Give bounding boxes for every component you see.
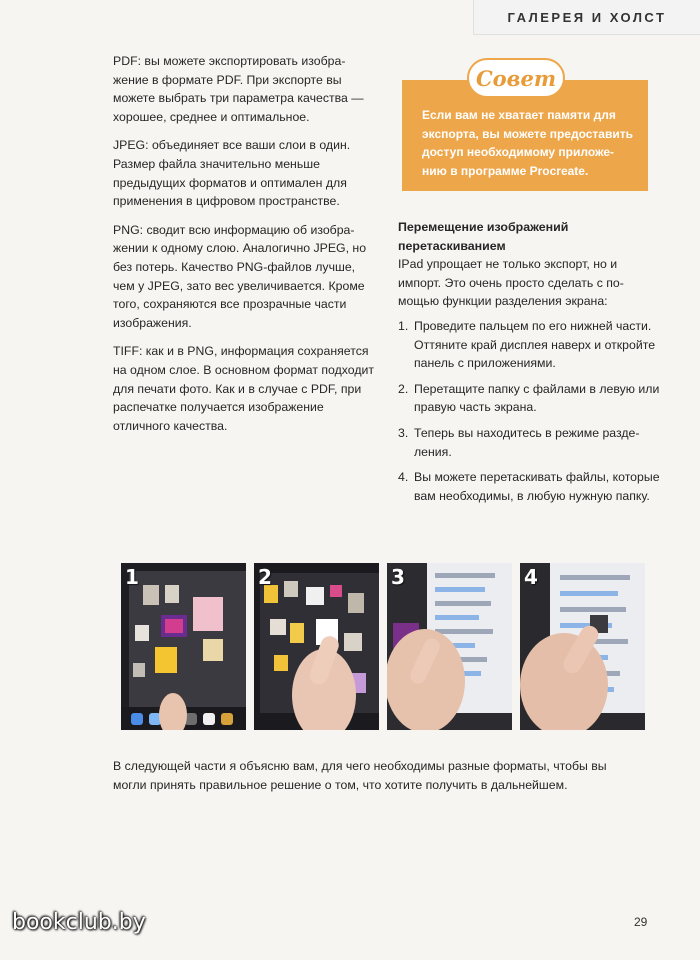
- steps-list: [398, 317, 660, 505]
- photo-step-3: [387, 563, 512, 730]
- step-text: Теперь вы находитесь в режиме разделения.: [414, 425, 640, 459]
- watermark: bookclub.by: [12, 910, 146, 935]
- step-number: 2.: [398, 381, 409, 396]
- step-number: 4.: [398, 470, 409, 485]
- photo-number: 2: [258, 565, 272, 589]
- list-item: [398, 424, 660, 461]
- paragraph-tiff: TIFF: как и в PNG, информация сохраняется на одном слое. В основном формат подходит для печати фото. Как и в случае с PDF, при распечатке получается изображение отличного качества.: [113, 344, 375, 433]
- photo-number: 3: [391, 565, 405, 589]
- tablet-photo-4: [520, 563, 645, 730]
- step-number: 3.: [398, 425, 409, 440]
- section-title: ГАЛЕРЕЯ И ХОЛСТ: [507, 9, 667, 25]
- step-text: Проведите пальцем по его нижней части. Оттяните край дисплея наверх и откройте панель с приложениями.: [414, 318, 656, 371]
- list-item: [398, 317, 660, 373]
- paragraph-png: PNG: сводит всю информацию об изображении к одному слою. Аналогично JPEG, но без потерь. Качество PNG-файлов лучше, чем у JPEG, зато вес увеличивается. Кроме того, сохраняются все прозрачные части изображения.: [113, 222, 367, 330]
- list-item: [398, 380, 660, 417]
- tablet-photo-2: [254, 563, 379, 730]
- step-number: 1.: [398, 318, 409, 333]
- step-text: Перетащите папку с файлами в левую или правую часть экрана.: [414, 381, 660, 415]
- tip-badge-label: Совет: [475, 65, 557, 91]
- tip-text: Если вам не хватает памяти для экспорта, вы можете предоставить доступ необходимому приложению в программе Procreate.: [422, 108, 633, 178]
- paragraph-pdf: PDF: вы можете экспортировать изображение в формате PDF. При экспорте вы можете выбрать три параметра качества — хорошее, среднее и оптимальное.: [113, 54, 364, 124]
- right-column: [398, 218, 660, 512]
- tablet-photo-3: [387, 563, 512, 730]
- photo-step-2: [254, 563, 379, 730]
- photo-step-1: [121, 563, 246, 730]
- photo-number: 4: [524, 565, 538, 589]
- photo-step-4: [520, 563, 645, 730]
- paragraph-jpeg: JPEG: объединяет все ваши слои в один. Размер файла значительно меньше предыдущих форматов и оптимален для применения в цифровом пространстве.: [113, 138, 351, 209]
- page-number: 29: [634, 915, 648, 929]
- tablet-photo-1: [121, 563, 246, 730]
- tip-badge: [467, 58, 565, 98]
- tip-box: [402, 65, 648, 191]
- bottom-paragraph: В следующей части я объясню вам, для чего необходимы разные форматы, чтобы вы могли принять правильное решение о том, что хотите получить в дальнейшем.: [113, 759, 607, 792]
- photo-number: 1: [125, 565, 139, 589]
- drag-drop-intro: IPad упрощает не только экспорт, но и импорт. Это очень просто сделать с помощью функции разделения экрана:: [398, 257, 624, 309]
- photo-strip: [121, 563, 645, 730]
- section-header-tab: [473, 0, 700, 35]
- list-item: [398, 468, 660, 505]
- step-text: Вы можете перетаскивать файлы, которые вам необходимы, в любую нужную папку.: [414, 470, 660, 503]
- left-column: [113, 52, 375, 445]
- drag-drop-heading: Перемещение изображений перетаскиванием: [398, 220, 569, 253]
